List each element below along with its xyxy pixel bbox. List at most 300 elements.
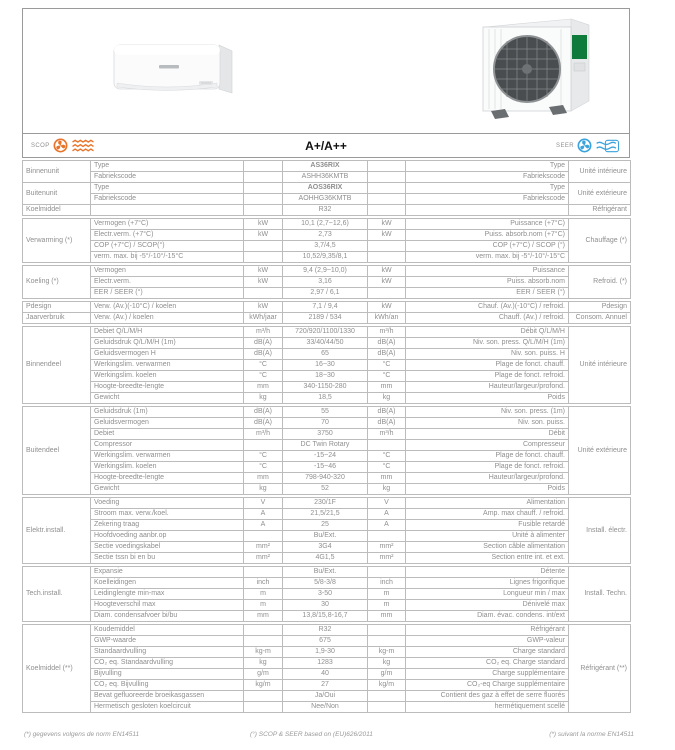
- spec-label-fr: COP (+7°C) / SCOP (°): [406, 241, 569, 252]
- seer-cool-waves-icon: [595, 139, 621, 153]
- group-label-nl: Koelmiddel (**): [23, 625, 91, 713]
- unit-nl: A: [244, 509, 283, 520]
- spec-label-fr: Section entre int. et ext.: [406, 553, 569, 564]
- unit-fr: m³/h: [368, 327, 406, 338]
- spec-value: 65: [283, 349, 368, 360]
- unit-fr: kg: [368, 393, 406, 404]
- scop-heat-waves-icon: [71, 139, 95, 153]
- spec-label-fr: Dénivelé max: [406, 600, 569, 611]
- unit-nl: [244, 205, 283, 216]
- unit-nl: mm²: [244, 553, 283, 564]
- spec-label-nl: Verw. (Av.)(-10°C) / koelen: [91, 302, 244, 313]
- table-row: [23, 266, 631, 277]
- spec-block: [22, 624, 631, 713]
- spec-block: [22, 326, 631, 404]
- spec-label-nl: Debiet: [91, 429, 244, 440]
- table-row: [23, 161, 631, 172]
- unit-fr: [368, 567, 406, 578]
- table-row: [23, 172, 631, 183]
- unit-nl: [244, 691, 283, 702]
- spec-value: 3750: [283, 429, 368, 440]
- spec-label-fr: Poids: [406, 393, 569, 404]
- unit-nl: kg: [244, 393, 283, 404]
- unit-fr: [368, 161, 406, 172]
- unit-fr: [368, 288, 406, 299]
- table-row: [23, 393, 631, 404]
- brand-label: [572, 35, 587, 59]
- unit-fr: m: [368, 589, 406, 600]
- spec-label-fr: Type: [406, 183, 569, 194]
- unit-nl: °C: [244, 451, 283, 462]
- spec-value: AOHHG36KMTB: [283, 194, 368, 205]
- scop-fan-icon: [53, 138, 68, 153]
- unit-fr: V: [368, 498, 406, 509]
- spec-label-fr: Puiss. absorb.nom (+7°C): [406, 230, 569, 241]
- spec-label-nl: Hoogteverschil max: [91, 600, 244, 611]
- unit-nl: [244, 241, 283, 252]
- table-row: [23, 669, 631, 680]
- table-row: [23, 520, 631, 531]
- table-row: [23, 509, 631, 520]
- spec-label-nl: COP (+7°C) / SCOP(°): [91, 241, 244, 252]
- footnotes: [0, 731, 675, 743]
- unit-fr: [368, 636, 406, 647]
- unit-fr: [368, 702, 406, 713]
- spec-value: 4G1,5: [283, 553, 368, 564]
- spec-label-nl: Type: [91, 161, 244, 172]
- spec-label-nl: Geluidsvermogen H: [91, 349, 244, 360]
- spec-value: 18,5: [283, 393, 368, 404]
- spec-value: 3,7/4,5: [283, 241, 368, 252]
- unit-nl: [244, 702, 283, 713]
- spec-value: 30: [283, 600, 368, 611]
- unit-fr: °C: [368, 371, 406, 382]
- spec-label-nl: Leidinglengte min-max: [91, 589, 244, 600]
- spec-value: 21,5/21,5: [283, 509, 368, 520]
- group-label-fr: Unité intérieure: [569, 327, 631, 404]
- spec-label-nl: Standaardvulling: [91, 647, 244, 658]
- spec-value: Nee/Non: [283, 702, 368, 713]
- spec-label-nl: Sectie voedingskabel: [91, 542, 244, 553]
- spec-value: 230/1F: [283, 498, 368, 509]
- spec-value: 340-1150-280: [283, 382, 368, 393]
- unit-fr: °C: [368, 451, 406, 462]
- scop-label: SCOP: [31, 142, 50, 149]
- table-row: [23, 205, 631, 216]
- group-label-fr: Install. électr.: [569, 498, 631, 564]
- unit-fr: [368, 531, 406, 542]
- group-label-fr: Chauffage (*): [569, 219, 631, 263]
- spec-value: 3G4: [283, 542, 368, 553]
- spec-value: R32: [283, 625, 368, 636]
- spec-value: 16~30: [283, 360, 368, 371]
- spec-label-nl: Koelleidingen: [91, 578, 244, 589]
- unit-nl: [244, 172, 283, 183]
- spec-value: -15~46: [283, 462, 368, 473]
- unit-nl: kW: [244, 277, 283, 288]
- unit-fr: kg: [368, 484, 406, 495]
- energy-class-label: A+/A++: [305, 138, 347, 153]
- spec-label-nl: GWP-waarde: [91, 636, 244, 647]
- spec-label-nl: CO₂ eq. Standaardvulling: [91, 658, 244, 669]
- unit-nl: °C: [244, 371, 283, 382]
- spec-block: [22, 218, 631, 263]
- spec-value: 25: [283, 520, 368, 531]
- table-row: [23, 288, 631, 299]
- spec-label-nl: Gewicht: [91, 484, 244, 495]
- group-label-fr: Pdesign: [569, 302, 631, 313]
- spec-label-nl: Verw. (Av.) / koelen: [91, 313, 244, 324]
- table-row: [23, 498, 631, 509]
- table-row: [23, 611, 631, 622]
- table-row: [23, 241, 631, 252]
- spec-label-fr: Débit Q/L/M/H: [406, 327, 569, 338]
- unit-fr: mm²: [368, 553, 406, 564]
- spec-label-nl: Hoogte-breedte-lengte: [91, 382, 244, 393]
- unit-fr: mm: [368, 382, 406, 393]
- spec-value: AS36RIX: [283, 161, 368, 172]
- scop-group: [31, 138, 95, 153]
- spec-label-fr: Niv. son. puiss.: [406, 418, 569, 429]
- unit-fr: kg/m: [368, 680, 406, 691]
- spec-value: 10,52/9,35/8,1: [283, 252, 368, 263]
- unit-fr: dB(A): [368, 349, 406, 360]
- table-row: [23, 680, 631, 691]
- table-row: [23, 553, 631, 564]
- spec-block: [22, 301, 631, 324]
- table-row: [23, 542, 631, 553]
- unit-nl: [244, 440, 283, 451]
- spec-label-fr: [406, 205, 569, 216]
- spec-label-fr: Hauteur/largeur/profond.: [406, 382, 569, 393]
- spec-label-nl: Fabriekscode: [91, 172, 244, 183]
- spec-label-fr: verm. max. bij -5°/-10°/-15°C: [406, 252, 569, 263]
- table-row: [23, 194, 631, 205]
- spec-label-fr: Hauteur/largeur/profond.: [406, 473, 569, 484]
- spec-label-nl: Electr.verm. (+7°C): [91, 230, 244, 241]
- table-row: [23, 589, 631, 600]
- unit-nl: mm: [244, 611, 283, 622]
- table-row: [23, 382, 631, 393]
- spec-label-nl: Zekering traag: [91, 520, 244, 531]
- spec-label-fr: Fusible retardé: [406, 520, 569, 531]
- unit-fr: [368, 205, 406, 216]
- spec-value: DC Twin Rotary: [283, 440, 368, 451]
- spec-label-nl: verm. max. bij -5°/-10°/-15°C: [91, 252, 244, 263]
- group-label-nl: Pdesign: [23, 302, 91, 313]
- spec-label-nl: [91, 205, 244, 216]
- spec-label-fr: Plage de fonct. refroid.: [406, 371, 569, 382]
- unit-nl: °C: [244, 462, 283, 473]
- spec-label-nl: Voeding: [91, 498, 244, 509]
- spec-value: 675: [283, 636, 368, 647]
- group-label-nl: Koeling (*): [23, 266, 91, 299]
- spec-label-fr: Fabriekscode: [406, 194, 569, 205]
- table-row: [23, 658, 631, 669]
- table-row: [23, 327, 631, 338]
- unit-fr: [368, 625, 406, 636]
- unit-fr: [368, 252, 406, 263]
- spec-value: 5/8-3/8: [283, 578, 368, 589]
- unit-nl: [244, 288, 283, 299]
- spec-value: 52: [283, 484, 368, 495]
- spec-value: 27: [283, 680, 368, 691]
- spec-label-fr: Plage de fonct. chauff.: [406, 451, 569, 462]
- spec-label-fr: Niv. son. press. Q/L/M/H (1m): [406, 338, 569, 349]
- spec-label-fr: Plage de fonct. refroid.: [406, 462, 569, 473]
- spec-value: 1,9-30: [283, 647, 368, 658]
- group-label-nl: Tech.install.: [23, 567, 91, 622]
- spec-label-fr: Diam. évac. condens. int/ext: [406, 611, 569, 622]
- unit-fr: kg: [368, 658, 406, 669]
- spec-label-nl: Hermetisch gesloten koelcircuit: [91, 702, 244, 713]
- spec-value: 55: [283, 407, 368, 418]
- spec-label-fr: Longueur min / max: [406, 589, 569, 600]
- spec-label-fr: Niv. son. puiss. H: [406, 349, 569, 360]
- spec-label-nl: Koudemiddel: [91, 625, 244, 636]
- footnote-center: (°) SCOP & SEER based on (EU)626/2011: [250, 731, 373, 738]
- unit-nl: °C: [244, 360, 283, 371]
- spec-label-fr: Chauf. (Av.)(-10°C) / refroid.: [406, 302, 569, 313]
- spec-label-nl: Geluidsvermogen: [91, 418, 244, 429]
- unit-nl: dB(A): [244, 418, 283, 429]
- unit-nl: V: [244, 498, 283, 509]
- spec-label-fr: Réfrigérant: [406, 625, 569, 636]
- spec-label-fr: Alimentation: [406, 498, 569, 509]
- spec-label-nl: Geluidsdruk (1m): [91, 407, 244, 418]
- group-label-nl: Binnenunit: [23, 161, 91, 183]
- spec-value: ASHH36KMTB: [283, 172, 368, 183]
- unit-nl: inch: [244, 578, 283, 589]
- unit-fr: kWh/an: [368, 313, 406, 324]
- indoor-unit-image: [111, 39, 243, 105]
- group-label-fr: Unité extérieure: [569, 407, 631, 495]
- unit-fr: °C: [368, 462, 406, 473]
- spec-label-nl: Werkingslim. koelen: [91, 371, 244, 382]
- spec-label-nl: Diam. condensafvoer bi/bu: [91, 611, 244, 622]
- spec-value: 10,1 (2,7~12,6): [283, 219, 368, 230]
- unit-nl: g/m: [244, 669, 283, 680]
- unit-fr: [368, 691, 406, 702]
- spec-label-nl: CO₂ eq. Bijvulling: [91, 680, 244, 691]
- unit-nl: [244, 252, 283, 263]
- spec-label-fr: Niv. son. press. (1m): [406, 407, 569, 418]
- group-label-fr: Réfrigérant (**): [569, 625, 631, 713]
- spec-block: [22, 160, 631, 216]
- group-label-nl: Elektr.install.: [23, 498, 91, 564]
- unit-nl: A: [244, 520, 283, 531]
- group-label-nl: Binnendeel: [23, 327, 91, 404]
- unit-nl: mm²: [244, 542, 283, 553]
- spec-label-fr: Puiss. absorb.nom: [406, 277, 569, 288]
- spec-label-nl: Electr.verm.: [91, 277, 244, 288]
- spec-table: [22, 160, 631, 713]
- spec-label-nl: Debiet Q/L/M/H: [91, 327, 244, 338]
- unit-nl: m: [244, 600, 283, 611]
- table-row: [23, 636, 631, 647]
- unit-fr: [368, 183, 406, 194]
- spec-label-fr: Type: [406, 161, 569, 172]
- unit-fr: mm: [368, 473, 406, 484]
- unit-nl: mm: [244, 473, 283, 484]
- spec-block: [22, 265, 631, 299]
- seer-label: SEER: [556, 142, 574, 149]
- spec-label-fr: hermétiquement scellé: [406, 702, 569, 713]
- spec-label-nl: Fabriekscode: [91, 194, 244, 205]
- group-label-fr: Consom. Annuel: [569, 313, 631, 324]
- group-label-fr: Unité extérieure: [569, 183, 631, 205]
- unit-nl: m³/h: [244, 429, 283, 440]
- spec-label-nl: Stroom max. verw./koel.: [91, 509, 244, 520]
- unit-nl: kg: [244, 484, 283, 495]
- unit-nl: kW: [244, 230, 283, 241]
- unit-nl: [244, 161, 283, 172]
- spec-label-nl: Werkingslim. verwarmen: [91, 360, 244, 371]
- table-row: [23, 219, 631, 230]
- group-label-nl: Buitenunit: [23, 183, 91, 205]
- group-label-fr: Install. Techn.: [569, 567, 631, 622]
- spec-label-fr: Contient des gaz à effet de serre fluorés: [406, 691, 569, 702]
- unit-nl: kWh/jaar: [244, 313, 283, 324]
- unit-nl: kW: [244, 219, 283, 230]
- unit-nl: [244, 567, 283, 578]
- unit-nl: kW: [244, 302, 283, 313]
- spec-value: -15~24: [283, 451, 368, 462]
- spec-label-fr: Débit: [406, 429, 569, 440]
- unit-fr: [368, 172, 406, 183]
- unit-fr: °C: [368, 360, 406, 371]
- spec-label-nl: Geluidsdruk Q/L/M/H (1m): [91, 338, 244, 349]
- table-row: [23, 451, 631, 462]
- spec-label-nl: Sectie tssn bi en bu: [91, 553, 244, 564]
- spec-value: 40: [283, 669, 368, 680]
- spec-label-fr: Plage de fonct. chauff.: [406, 360, 569, 371]
- spec-block: [22, 566, 631, 622]
- group-label-nl: Jaarverbruik: [23, 313, 91, 324]
- spec-label-fr: Compresseur: [406, 440, 569, 451]
- spec-label-fr: Amp. max chauff. / refroid.: [406, 509, 569, 520]
- table-row: [23, 531, 631, 542]
- spec-block: [22, 497, 631, 564]
- outdoor-unit-image: [475, 15, 597, 127]
- unit-nl: mm: [244, 382, 283, 393]
- unit-nl: kg: [244, 658, 283, 669]
- table-row: [23, 484, 631, 495]
- spec-value: 9,4 (2,9~10,0): [283, 266, 368, 277]
- spec-label-fr: Poids: [406, 484, 569, 495]
- table-row: [23, 600, 631, 611]
- unit-fr: kW: [368, 302, 406, 313]
- spec-label-nl: Werkingslim. verwarmen: [91, 451, 244, 462]
- unit-nl: m³/h: [244, 327, 283, 338]
- unit-fr: dB(A): [368, 418, 406, 429]
- product-images: [23, 9, 629, 133]
- table-row: [23, 371, 631, 382]
- table-row: [23, 625, 631, 636]
- unit-nl: [244, 183, 283, 194]
- table-row: [23, 252, 631, 263]
- unit-nl: dB(A): [244, 338, 283, 349]
- unit-fr: A: [368, 520, 406, 531]
- group-label-fr: Unité intérieure: [569, 161, 631, 183]
- table-row: [23, 183, 631, 194]
- spec-value: 18~30: [283, 371, 368, 382]
- table-row: [23, 418, 631, 429]
- spec-label-fr: Charge supplémentaire: [406, 669, 569, 680]
- unit-nl: [244, 636, 283, 647]
- unit-nl: dB(A): [244, 349, 283, 360]
- unit-fr: mm²: [368, 542, 406, 553]
- table-row: [23, 462, 631, 473]
- table-row: [23, 277, 631, 288]
- unit-fr: A: [368, 509, 406, 520]
- spec-label-nl: Vermogen: [91, 266, 244, 277]
- seer-fan-icon: [577, 138, 592, 153]
- table-row: [23, 429, 631, 440]
- spec-label-fr: CO₂-eq Charge supplémentaire: [406, 680, 569, 691]
- spec-label-nl: Hoofdvoeding aanbr.op: [91, 531, 244, 542]
- spec-label-fr: Détente: [406, 567, 569, 578]
- unit-fr: inch: [368, 578, 406, 589]
- group-label-fr: Réfrigérant: [569, 205, 631, 216]
- spec-label-fr: EER / SEER (°): [406, 288, 569, 299]
- spec-value: 13,8/15,8-16,7: [283, 611, 368, 622]
- spec-label-fr: Fabriekscode: [406, 172, 569, 183]
- spec-label-nl: Vermogen (+7°C): [91, 219, 244, 230]
- unit-fr: [368, 440, 406, 451]
- header-box: [22, 8, 630, 158]
- spec-value: 720/920/1100/1330: [283, 327, 368, 338]
- unit-fr: g/m: [368, 669, 406, 680]
- spec-value: AOS36RIX: [283, 183, 368, 194]
- footnote-left: (*) gegevens volgens de norm EN14511: [24, 731, 140, 738]
- spec-value: 33/40/44/50: [283, 338, 368, 349]
- spec-label-nl: Type: [91, 183, 244, 194]
- unit-fr: [368, 194, 406, 205]
- unit-fr: dB(A): [368, 407, 406, 418]
- spec-label-nl: Werkingslim. koelen: [91, 462, 244, 473]
- unit-fr: mm: [368, 611, 406, 622]
- spec-label-fr: GWP-valeur: [406, 636, 569, 647]
- spec-value: Bu/Ext.: [283, 567, 368, 578]
- spec-value: 2,73: [283, 230, 368, 241]
- table-row: [23, 473, 631, 484]
- unit-fr: [368, 241, 406, 252]
- spec-label-nl: Expansie: [91, 567, 244, 578]
- spec-label-nl: Bevat gefluoreerde broeikasgassen: [91, 691, 244, 702]
- seer-group: [556, 138, 621, 153]
- spec-value: 3,16: [283, 277, 368, 288]
- table-row: [23, 691, 631, 702]
- spec-value: 7,1 / 9,4: [283, 302, 368, 313]
- spec-label-fr: Puissance: [406, 266, 569, 277]
- unit-nl: m: [244, 589, 283, 600]
- spec-label-nl: EER / SEER (°): [91, 288, 244, 299]
- spec-label-fr: Charge standard: [406, 647, 569, 658]
- table-row: [23, 338, 631, 349]
- group-label-nl: Verwarming (*): [23, 219, 91, 263]
- table-row: [23, 230, 631, 241]
- spec-block: [22, 406, 631, 495]
- spec-label-nl: Gewicht: [91, 393, 244, 404]
- footnote-right: (*) suivant la norme EN14511: [549, 731, 634, 738]
- unit-nl: dB(A): [244, 407, 283, 418]
- spec-value: 2,97 / 6,1: [283, 288, 368, 299]
- group-label-nl: Koelmiddel: [23, 205, 91, 216]
- spec-value: 2189 / 534: [283, 313, 368, 324]
- group-label-fr: Refroid. (*): [569, 266, 631, 299]
- unit-nl: [244, 625, 283, 636]
